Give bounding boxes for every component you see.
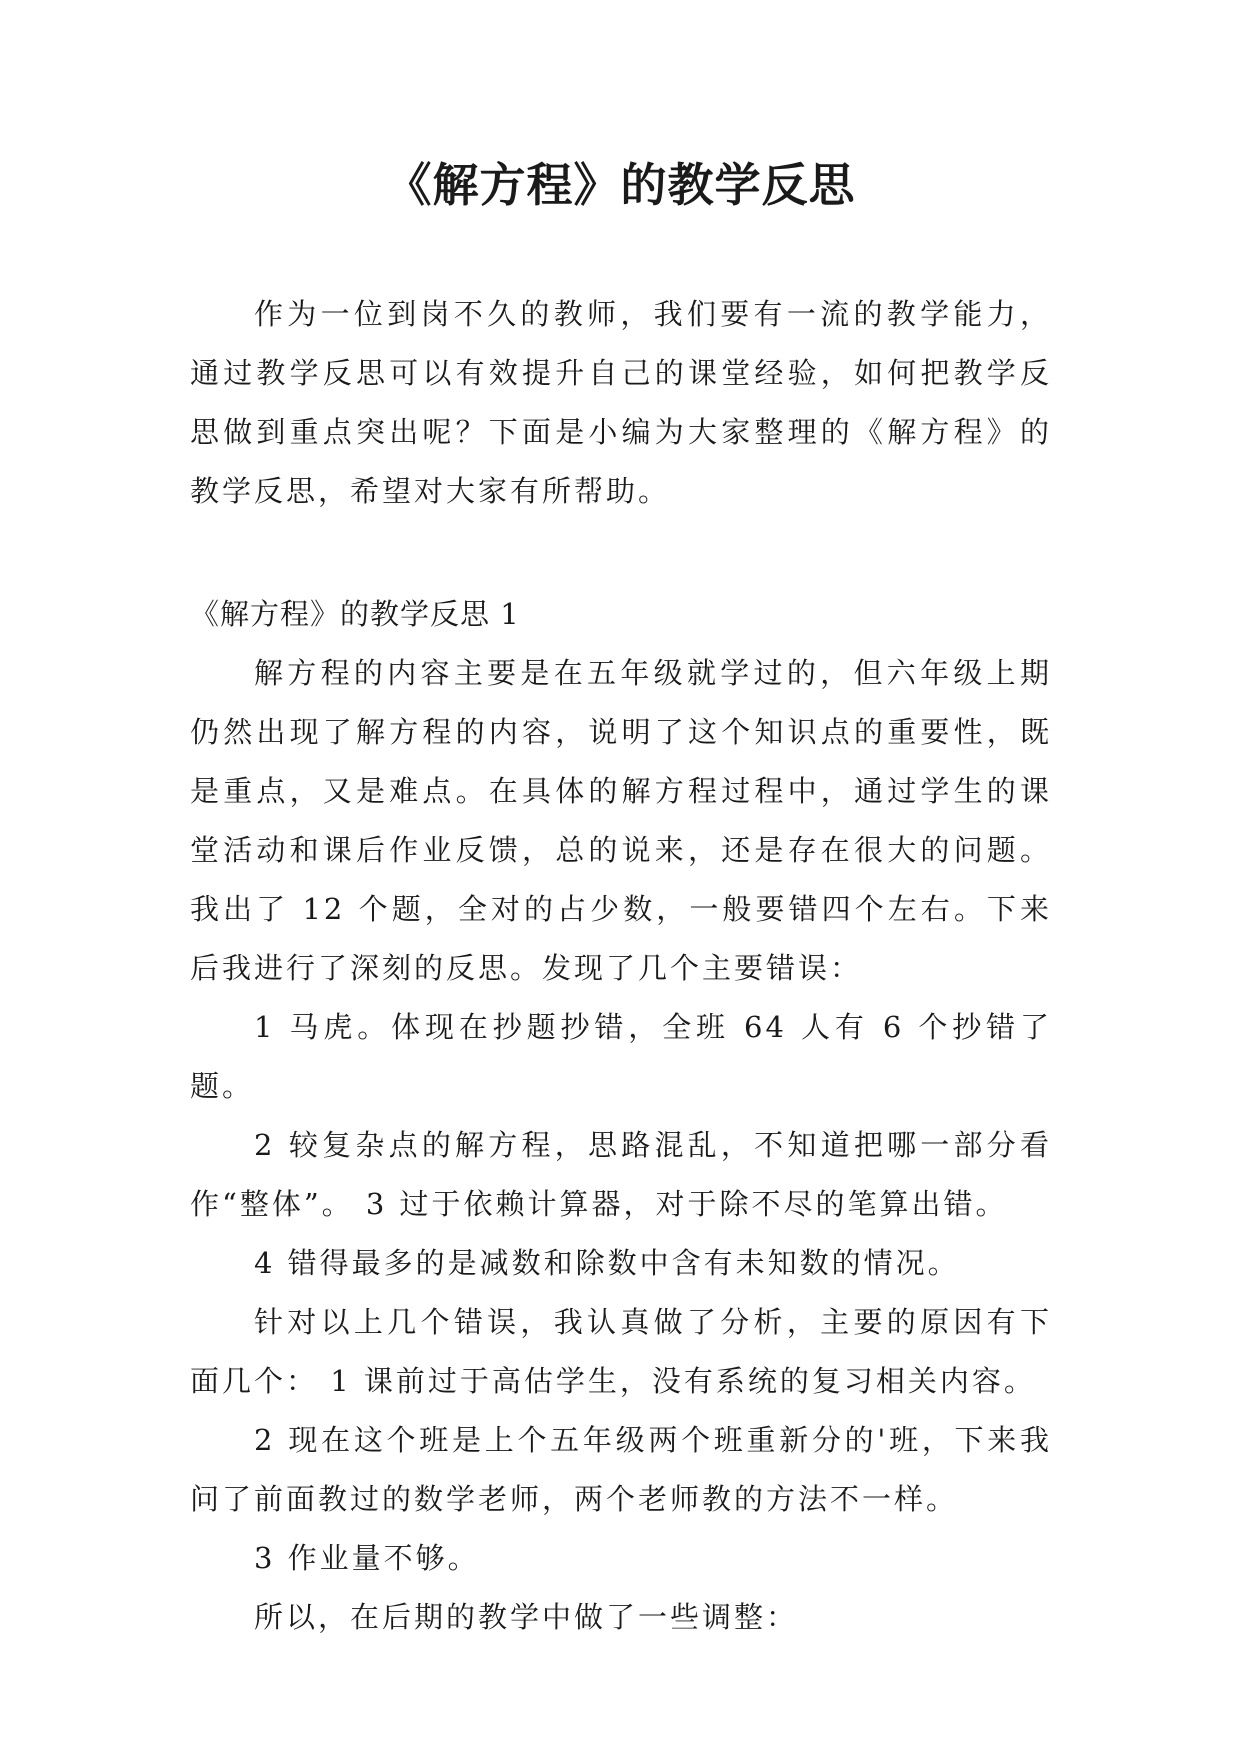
body-paragraph-6: 2 现在这个班是上个五年级两个班重新分的'班，下来我问了前面教过的数学老师，两个老师教的方法不一样。	[190, 1423, 1052, 1516]
body-paragraph-3: 2 较复杂点的解方程，思路混乱，不知道把哪一部分看作“整体”。 3 过于依赖计算器，对于除不尽的笔算出错。	[190, 1128, 1052, 1221]
body-paragraph-1: 解方程的内容主要是在五年级就学过的，但六年级上期仍然出现了解方程的内容，说明了这个知识点的重要性，既是重点，又是难点。在具体的解方程过程中，通过学生的课堂活动和课后作业反馈，总的说来，还是存在很大的问题。我出了 12 个题，全对的占少数，一般要错四个左右。下来后我进行了深刻的反思。发现了几个主要错误：	[190, 656, 1052, 985]
body-paragraph-8: 所以，在后期的教学中做了一些调整：	[254, 1600, 799, 1634]
section-heading: 《解方程》的教学反思 1	[190, 597, 520, 631]
section-spacer	[190, 521, 1052, 585]
document-body	[190, 285, 1052, 1647]
document-title: 《解方程》的教学反思	[385, 158, 856, 212]
body-paragraph-5: 针对以上几个错误，我认真做了分析，主要的原因有下面几个： 1 课前过于高估学生，没有系统的复习相关内容。	[190, 1305, 1052, 1398]
body-paragraph-2: 1 马虎。体现在抄题抄错，全班 64 人有 6 个抄错了题。	[190, 1010, 1052, 1103]
body-paragraph-4: 4 错得最多的是减数和除数中含有未知数的情况。	[254, 1246, 960, 1280]
body-paragraph-7: 3 作业量不够。	[254, 1541, 480, 1575]
intro-paragraph: 作为一位到岗不久的教师，我们要有一流的教学能力，通过教学反思可以有效提升自己的课堂经验，如何把教学反思做到重点突出呢？下面是小编为大家整理的《解方程》的教学反思，希望对大家有所帮助。	[190, 297, 1052, 508]
